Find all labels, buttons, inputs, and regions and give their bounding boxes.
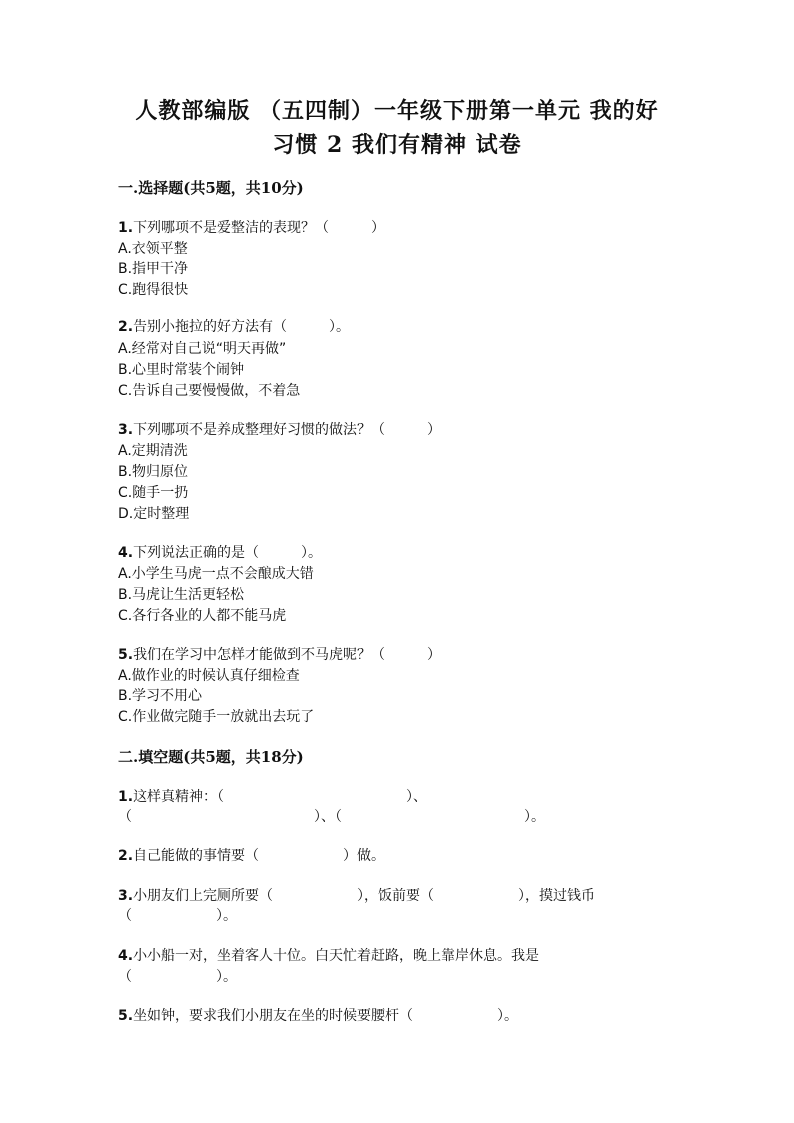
choice-option: B.心里时常装个闹钟	[118, 362, 245, 378]
choice-question-1	[118, 218, 385, 238]
question-text: 下列说法正确的是（ ）。	[133, 545, 323, 561]
choice-option: A.做作业的时候认真仔细检查	[118, 668, 300, 684]
choice-option: A.小学生马虎一点不会酿成大错	[118, 566, 314, 582]
question-text: 小小船一对，坐着客人十位。白天忙着赶路，晚上靠岸休息。我是	[133, 948, 540, 964]
fill-question-4	[118, 946, 539, 966]
document-title-line-1: 人教部编版 （五四制）一年级下册第一单元 我的好	[135, 98, 659, 124]
choice-option: D.定时整理	[118, 506, 190, 522]
fill-question-3	[118, 886, 595, 906]
question-number: 1.	[118, 789, 134, 805]
question-number: 4.	[118, 545, 134, 561]
choice-option: C.告诉自己要慢慢做，不着急	[118, 383, 301, 399]
choice-option: C.各行各业的人都不能马虎	[118, 608, 287, 624]
choice-option: C.跑得很快	[118, 282, 189, 298]
choice-question-4	[118, 543, 322, 563]
question-text: 下列哪项不是爱整洁的表现？（ ）	[133, 220, 386, 236]
question-text: 小朋友们上完厕所要（ ），饭前要（ ），摸过钱币	[133, 888, 596, 904]
question-number: 2.	[118, 848, 134, 864]
choice-option: C.作业做完随手一放就出去玩了	[118, 709, 315, 725]
question-text: 这样真精神：（ ）、	[133, 789, 428, 805]
question-text: 坐如钟，要求我们小朋友在坐的时候要腰杆（ ）。	[133, 1008, 519, 1024]
question-text: 下列哪项不是养成整理好习惯的做法？（ ）	[133, 422, 442, 438]
question-number: 3.	[118, 888, 134, 904]
section-heading-choice: 一.选择题(共5题，共10分)	[118, 179, 304, 197]
choice-option: C.随手一扔	[118, 485, 189, 501]
question-text: 告别小拖拉的好方法有（ ）。	[133, 319, 351, 335]
choice-option: A.衣领平整	[118, 241, 188, 257]
question-number: 5.	[118, 1008, 134, 1024]
choice-question-3	[118, 420, 441, 440]
fill-question-2	[118, 846, 385, 866]
choice-option: B.学习不用心	[118, 688, 203, 704]
choice-question-2	[118, 317, 350, 337]
choice-question-5	[118, 645, 441, 665]
question-number: 3.	[118, 422, 134, 438]
choice-option: A.定期清洗	[118, 443, 188, 459]
section-heading-fill: 二.填空题(共5题，共18分)	[118, 748, 304, 766]
choice-option: B.指甲干净	[118, 261, 189, 277]
document-title-line-2: 习惯 2 我们有精神 试卷	[272, 132, 522, 158]
question-number: 4.	[118, 948, 134, 964]
choice-option: B.马虎让生活更轻松	[118, 587, 245, 603]
question-number: 1.	[118, 220, 134, 236]
choice-option: B.物归原位	[118, 464, 189, 480]
question-text: 我们在学习中怎样才能做到不马虎呢？（ ）	[133, 647, 442, 663]
fill-question-continuation: （ ）。	[118, 908, 237, 924]
fill-question-1	[118, 787, 427, 807]
question-number: 2.	[118, 319, 134, 335]
question-number: 5.	[118, 647, 134, 663]
fill-question-continuation: （ ）。	[118, 969, 237, 985]
choice-option: A.经常对自己说“明天再做”	[118, 341, 287, 357]
fill-question-5	[118, 1006, 518, 1026]
question-text: 自己能做的事情要（ ）做。	[133, 848, 386, 864]
fill-question-continuation: （ ）、（ ）。	[118, 809, 545, 825]
